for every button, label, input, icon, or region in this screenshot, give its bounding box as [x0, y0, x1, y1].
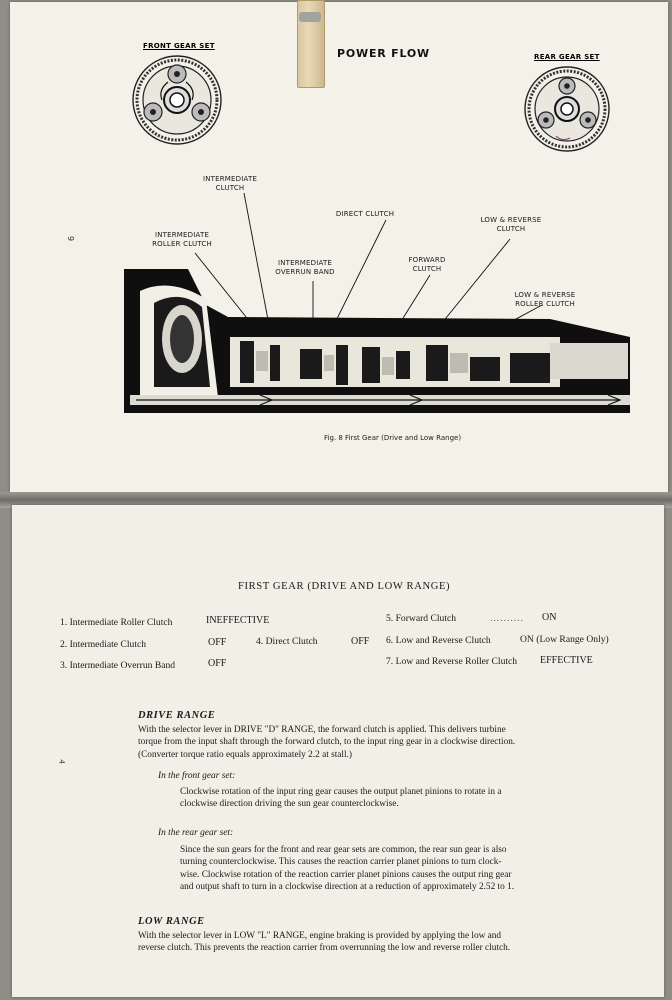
rear-gear-line: and output shaft to turn in a clockwise direction at a reduction of approximately 2.52 to 1.: [180, 882, 515, 893]
bottom-page: [12, 505, 664, 997]
label-intermediate-clutch: INTERMEDIATE CLUTCH: [202, 175, 258, 192]
front-gear-text: [180, 786, 660, 811]
front-gear-set-diagram: [128, 54, 226, 146]
label-low-reverse-clutch: LOW & REVERSE CLUTCH: [480, 216, 542, 233]
list-item-4-label: 4. Direct Clutch: [256, 636, 318, 647]
front-gear-line: Clockwise rotation of the input ring gear causes the output planet pinions to rotate in a: [180, 787, 502, 797]
clothespin-spring: [299, 12, 321, 22]
rear-gear-line: wise. Clockwise rotation of the reaction carrier planet pinions causes the output ring gear: [180, 869, 512, 880]
list-item-2-label: 2. Intermediate Clutch: [60, 639, 147, 650]
drive-range-heading: DRIVE RANGE: [138, 710, 216, 721]
front-gear-subheading: In the front gear set:: [158, 771, 236, 781]
list-item-7-state: EFFECTIVE: [540, 655, 593, 666]
drive-range-line: With the selector lever in DRIVE "D" RANGE, the forward clutch is applied. This delivers turbine: [138, 725, 506, 735]
list-item-1-state: INEFFECTIVE: [206, 615, 270, 626]
list-item-5-state: ON: [542, 612, 557, 623]
page-title: POWER FLOW: [337, 47, 430, 60]
margin-mark: 9: [66, 235, 76, 242]
top-page: [10, 2, 668, 500]
list-item-4-state: OFF: [351, 636, 370, 647]
list-item-5-label: 5. Forward Clutch: [386, 613, 457, 624]
rear-gear-set-diagram: [520, 64, 614, 154]
label-direct-clutch: DIRECT CLUTCH: [335, 210, 395, 218]
label-low-reverse-roller-clutch: LOW & REVERSE ROLLER CLUTCH: [514, 291, 576, 308]
transmission-cutaway-diagram: [110, 187, 630, 423]
list-item-5-leader: ..........: [490, 613, 524, 624]
drive-range-text: [138, 724, 658, 761]
rear-gear-text: [180, 844, 660, 894]
list-item-7-label: 7. Low and Reverse Roller Clutch: [386, 656, 518, 667]
list-item-6-state: ON (Low Range Only): [520, 634, 609, 645]
drive-range-line: torque from the input shaft through the forward clutch, to the input ring gear in a clockwise direction.: [138, 737, 516, 748]
label-forward-clutch: FORWARD CLUTCH: [408, 256, 446, 273]
margin-mark: 4: [57, 759, 67, 764]
front-gear-set-label: FRONT GEAR SET: [143, 42, 215, 50]
list-item-2-state: OFF: [208, 637, 227, 648]
label-intermediate-overrun-band: INTERMEDIATE OVERRUN BAND: [275, 259, 335, 276]
list-item-1-label: 1. Intermediate Roller Clutch: [60, 617, 173, 628]
list-item-3-label: 3. Intermediate Overrun Band: [60, 660, 176, 671]
rear-gear-set-label: REAR GEAR SET: [534, 53, 600, 61]
low-range-line: reverse clutch. This prevents the reaction carrier from overrunning the low and reverse roller clutch.: [138, 943, 511, 954]
drive-range-line: (Converter torque ratio equals approximately 2.2 at stall.): [138, 749, 353, 760]
low-range-text: [138, 930, 658, 955]
low-range-heading: LOW RANGE: [138, 916, 205, 927]
section-heading: FIRST GEAR (DRIVE AND LOW RANGE): [238, 581, 451, 592]
front-gear-line: clockwise direction driving the sun gear counterclockwise.: [180, 799, 399, 810]
rear-gear-subheading: In the rear gear set:: [158, 828, 234, 838]
rear-gear-line: Since the sun gears for the front and rear gear sets are common, the rear sun gear is also: [180, 845, 507, 855]
rear-gear-line: turning counterclockwise. This causes the reaction carrier planet pinions to turn clock-: [180, 857, 502, 868]
label-intermediate-roller-clutch: INTERMEDIATE ROLLER CLUTCH: [152, 231, 212, 248]
figure-caption: Fig. 8 First Gear (Drive and Low Range): [324, 434, 462, 442]
list-item-6-label: 6. Low and Reverse Clutch: [386, 635, 491, 646]
low-range-line: With the selector lever in LOW "L" RANGE, engine braking is provided by applying the low and: [138, 931, 502, 941]
list-item-3-state: OFF: [208, 658, 227, 669]
